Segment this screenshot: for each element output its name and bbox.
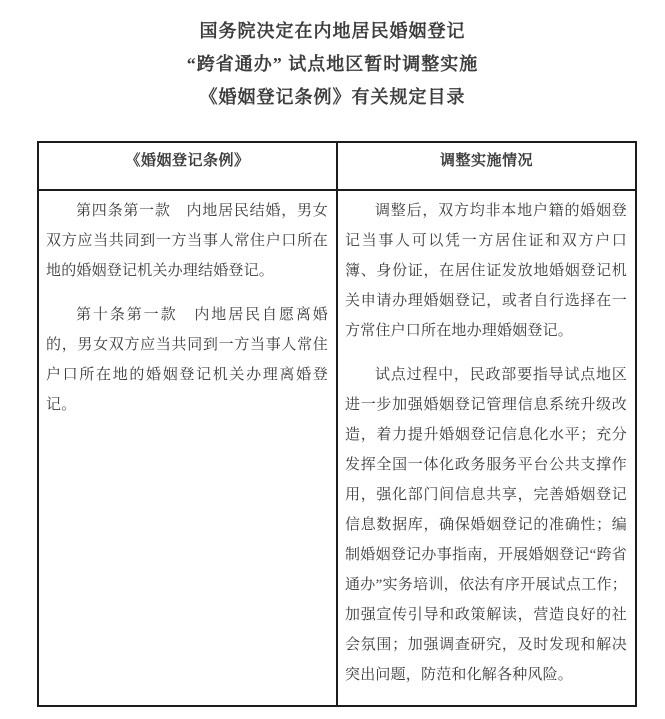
regulation-cell — [38, 190, 337, 706]
header-adjustment-column: 调整实施情况 — [337, 142, 636, 190]
adjustment-paragraph-2: 试点过程中，民政部要指导试点地区进一步加强婚姻登记管理信息系统升级改造，着力提升婚姻登记信息化水平；充分发挥全国一体化政务服务平台公共支撑作用，强化部门间信息共享，完善婚姻登记信息数据库，确保婚姻登记的准确性；编制婚姻登记办事指南，开展婚姻登记“跨省通办”实务培训，依法有序开展试点工作；加强宣传引导和政策解读，营造良好的社会氛围；加强调查研究，及时发现和解决突出问题，防范和化解各种风险。 — [345, 367, 627, 683]
regulation-paragraph-1: 第四条第一款 内地居民结婚，男女双方应当共同到一方当事人常住户口所在地的婚姻登记机关办理结婚登记。 — [46, 203, 328, 279]
table-body-row — [38, 190, 636, 706]
regulation-paragraph-2: 第十条第一款 内地居民自愿离婚的，男女双方应当共同到一方当事人常住户口所在地的婚姻登记机关办理离婚登记。 — [46, 307, 328, 413]
regulations-table — [37, 141, 637, 707]
title-line-1: 国务院决定在内地居民婚姻登记 — [199, 21, 466, 41]
table-header-row — [38, 142, 636, 190]
adjustment-paragraph-1: 调整后，双方均非本地户籍的婚姻登记当事人可以凭一方居住证和双方户口簿、身份证，在居住证发放地婚姻登记机关申请办理婚姻登记，或者自行选择在一方常住户口所在地办理婚姻登记。 — [345, 203, 627, 339]
title-line-3: 《婚姻登记条例》有关规定目录 — [199, 87, 466, 107]
page-title — [0, 15, 665, 114]
title-line-2: “跨省通办” 试点地区暂时调整实施 — [186, 54, 479, 74]
header-regulation-column: 《婚姻登记条例》 — [38, 142, 337, 190]
adjustment-cell — [337, 190, 636, 706]
